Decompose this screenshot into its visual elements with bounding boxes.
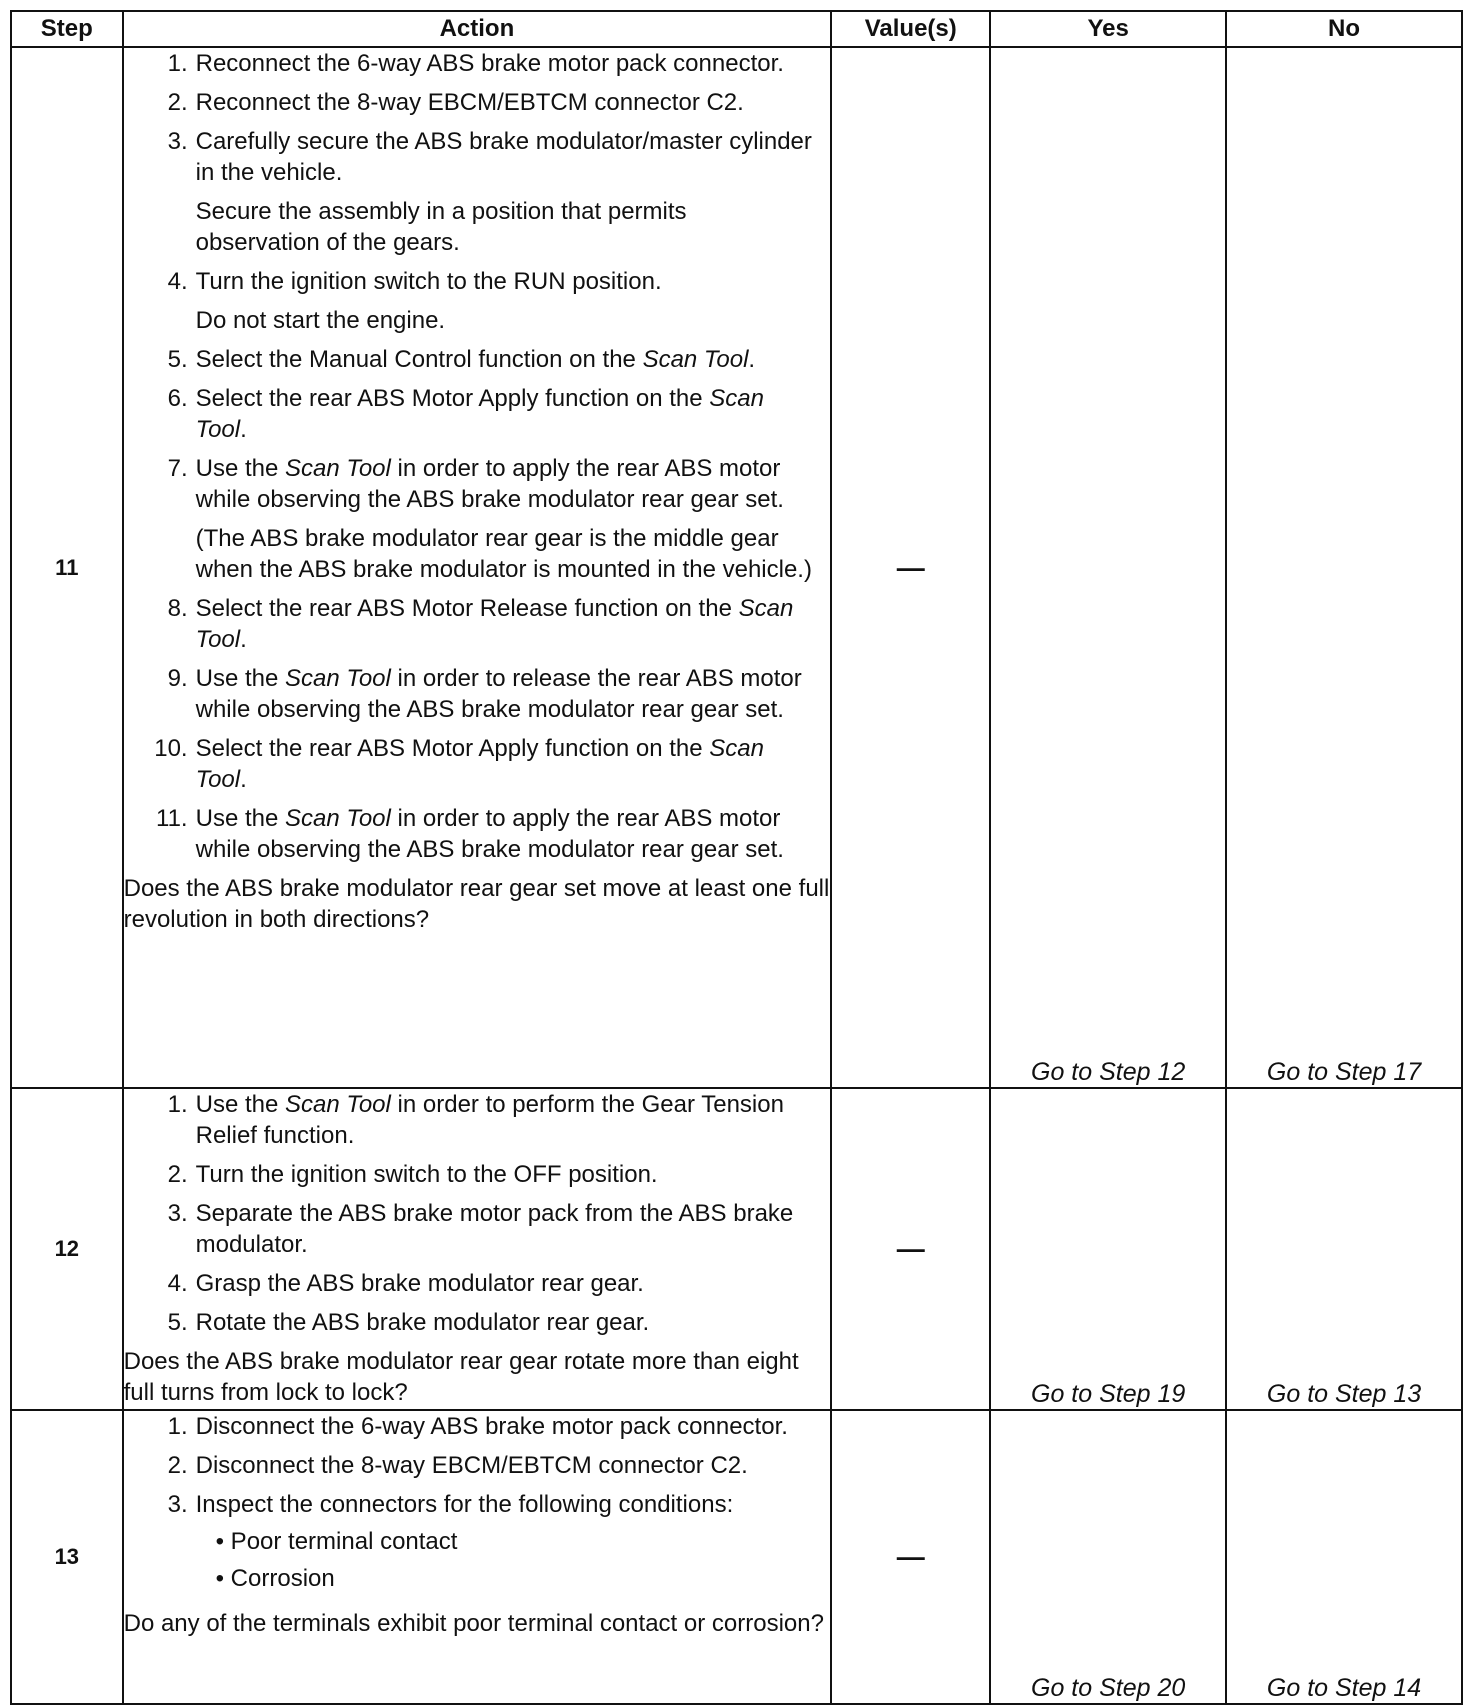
action-cell — [123, 1410, 832, 1704]
list-item: 3. Inspect the connectors for the following conditions: • Poor terminal contact • Corrosion — [124, 1489, 831, 1600]
list-item: 3. Separate the ABS brake motor pack from the ABS brake modulator. — [167, 1200, 794, 1258]
list-item: 4. Grasp the ABS brake modulator rear gear. — [167, 1270, 644, 1297]
substep-list — [124, 1411, 831, 1600]
list-item: 10. Select the rear ABS Motor Apply function on the Scan Tool. — [154, 735, 764, 793]
header-value: Value(s) — [831, 11, 990, 47]
header-no: No — [1226, 11, 1462, 47]
table-row-step-12 — [11, 1088, 1462, 1410]
list-item: 3. Carefully secure the ABS brake modulator/master cylinder in the vehicle. Secure the assembly in a position that permits observation of the gears. — [124, 126, 831, 258]
list-item: 6. Select the rear ABS Motor Apply function on the Scan Tool. — [167, 385, 764, 443]
substep-note: Do not start the engine. — [195, 307, 446, 334]
header-step: Step — [11, 11, 123, 47]
table-row-step-13 — [11, 1410, 1462, 1704]
list-item: 9. Use the Scan Tool in order to release the rear ABS motor while observing the ABS brake modulator rear gear set. — [167, 665, 802, 723]
substep-list — [124, 1089, 831, 1338]
list-item: 5. Select the Manual Control function on the Scan Tool. — [167, 346, 756, 373]
yes-link[interactable]: Go to Step 12 — [990, 47, 1226, 1088]
no-link[interactable]: Go to Step 13 — [1226, 1088, 1462, 1410]
step-question: Does the ABS brake modulator rear gear rotate more than eight full turns from lock to lock? — [123, 1348, 799, 1406]
step-question: Do any of the terminals exhibit poor terminal contact or corrosion? — [123, 1610, 824, 1637]
list-item: 7. Use the Scan Tool in order to apply the rear ABS motor while observing the ABS brake modulator rear gear set. (The ABS brake modulator rear gear is the middle gear when the ABS brake modulator is mounted in the vehicle.) — [124, 453, 831, 585]
no-link[interactable]: Go to Step 14 — [1226, 1410, 1462, 1704]
header-yes: Yes — [990, 11, 1226, 47]
value-cell: — — [831, 1410, 990, 1704]
list-item: 1. Use the Scan Tool in order to perform the Gear Tension Relief function. — [167, 1091, 784, 1149]
step-number: 12 — [11, 1088, 123, 1410]
header-row — [11, 11, 1462, 47]
yes-link[interactable]: Go to Step 20 — [990, 1410, 1226, 1704]
list-item: 1. Disconnect the 6-way ABS brake motor pack connector. — [167, 1413, 788, 1440]
no-link[interactable]: Go to Step 17 — [1226, 47, 1462, 1088]
substep-note: Secure the assembly in a position that permits observation of the gears. — [195, 198, 687, 256]
step-number: 11 — [11, 47, 123, 1088]
list-item: 8. Select the rear ABS Motor Release function on the Scan Tool. — [167, 595, 794, 653]
list-item: 2. Reconnect the 8-way EBCM/EBTCM connector C2. — [167, 89, 744, 116]
list-item: 2. Turn the ignition switch to the OFF position. — [167, 1161, 658, 1188]
diagnostic-table — [10, 10, 1463, 1705]
yes-link[interactable]: Go to Step 19 — [990, 1088, 1226, 1410]
header-action: Action — [123, 11, 832, 47]
value-cell: — — [831, 47, 990, 1088]
action-cell — [123, 1088, 832, 1410]
substep-note: (The ABS brake modulator rear gear is the middle gear when the ABS brake modulator is mounted in the vehicle.) — [195, 525, 812, 583]
step-question: Does the ABS brake modulator rear gear set move at least one full revolution in both directions? — [123, 875, 830, 933]
list-item: 5. Rotate the ABS brake modulator rear gear. — [167, 1309, 650, 1336]
substep-list — [124, 48, 831, 865]
step-number: 13 — [11, 1410, 123, 1704]
table-row-step-11 — [11, 47, 1462, 1088]
action-cell — [123, 47, 832, 1088]
list-item: 1. Reconnect the 6-way ABS brake motor pack connector. — [167, 50, 784, 77]
list-item: 11. Use the Scan Tool in order to apply the rear ABS motor while observing the ABS brake modulator rear gear set. — [156, 805, 784, 863]
condition-item: • Corrosion — [215, 1565, 335, 1592]
list-item: 4. Turn the ignition switch to the RUN position. Do not start the engine. — [124, 266, 831, 336]
condition-list — [196, 1526, 817, 1594]
list-item: 2. Disconnect the 8-way EBCM/EBTCM connector C2. — [167, 1452, 748, 1479]
condition-item: • Poor terminal contact — [215, 1528, 458, 1555]
value-cell: — — [831, 1088, 990, 1410]
